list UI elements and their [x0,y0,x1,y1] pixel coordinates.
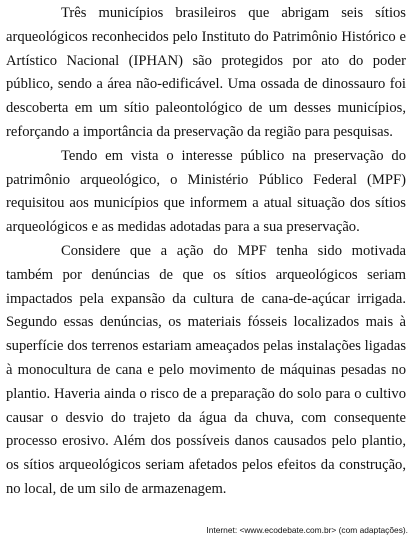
paragraph-2: Tendo em vista o interesse público na preservação do patrimônio arqueológico, o Ministério Público Federal (MPF) requisitou aos municípios que informem a atual situação dos sítios arqueológicos e as medidas adotadas para a sua preservação. [6,147,406,236]
source-citation: Internet: <www.ecodebate.com.br> (com adaptações). [206,525,408,535]
paragraph-3: Considere que a ação do MPF tenha sido motivada também por denúncias de que os sítios arqueológicos seriam impactados pela expansão da cultura de cana-de-açúcar irrigada. Segundo essas denúncias, os materiais fósseis localizados mais à superfície dos terrenos estariam ameaçados pelas instalações ligadas à monocultura de cana e pelo movimento de máquinas pesadas no plantio. Haveria ainda o risco de a preparação do solo para o cultivo causar o desvio do trajeto da água da chuva, com consequente processo erosivo. Além dos possíveis danos causados pelo plantio, os sítios arqueológicos seriam afetados pelos efeitos da construção, no local, de um silo de armazenagem. [6,242,406,497]
paragraph-1: Três municípios brasileiros que abrigam seis sítios arqueológicos reconhecidos pelo Instituto do Patrimônio Histórico e Artístico Nacional (IPHAN) são protegidos por ato do poder público, sendo a área não-edificável. Uma ossada de dinossauro foi descoberta em um sítio paleontológico de um desses municípios, reforçando a importância da preservação da região para pesquisas. [6,5,406,140]
document-body [6,2,406,502]
